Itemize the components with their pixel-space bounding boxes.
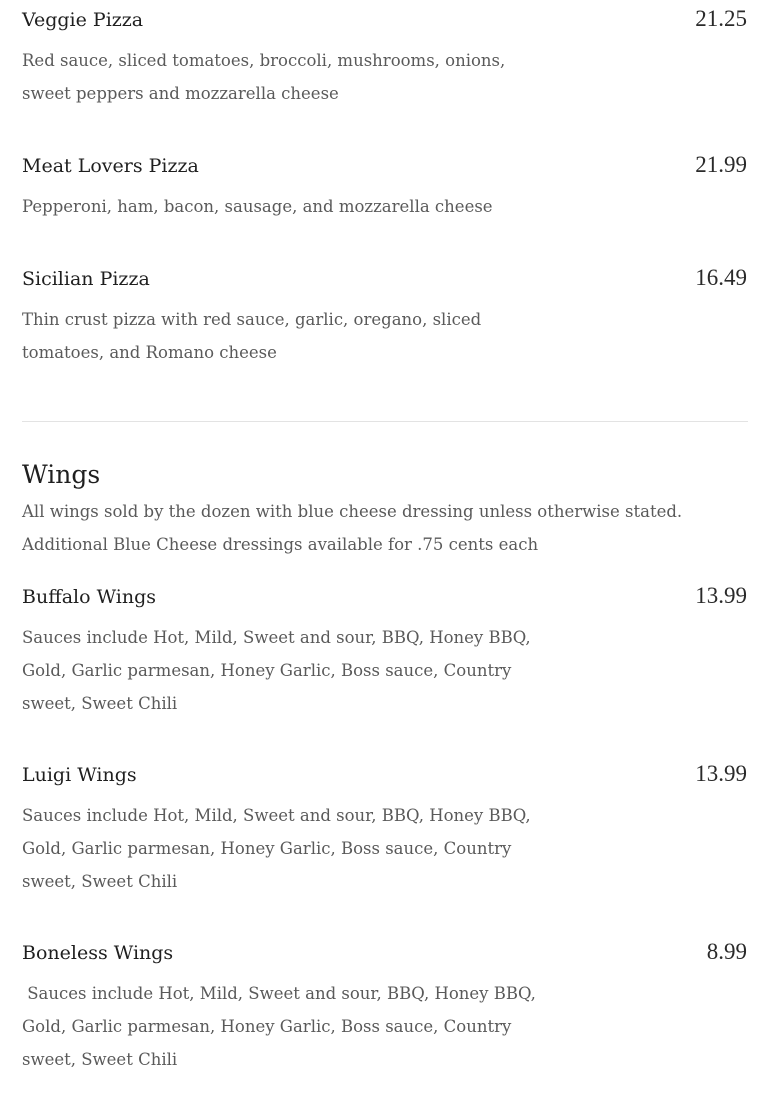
- section-divider: [22, 421, 748, 422]
- item-price: 16.49: [695, 265, 747, 290]
- section-note-line: Additional Blue Cheese dressings available for .75 cents each: [22, 534, 539, 554]
- section-note-line: All wings sold by the dozen with blue cheese dressing unless otherwise stated.: [22, 502, 683, 521]
- item-description: Red sauce, sliced tomatoes, broccoli, mushrooms, onions, sweet peppers and mozzarella cheese: [22, 51, 506, 103]
- section-note: [22, 496, 742, 562]
- item-price: 8.99: [706, 939, 747, 964]
- item-name: Luigi Wings: [22, 764, 137, 786]
- item-name: Buffalo Wings: [22, 586, 157, 608]
- item-description: Pepperoni, ham, bacon, sausage, and mozzarella cheese: [22, 197, 493, 216]
- item-description: Sauces include Hot, Mild, Sweet and sour, BBQ, Honey BBQ, Gold, Garlic parmesan, Honey Garlic, Boss sauce, Country sweet, Sweet Chili: [22, 984, 536, 1069]
- item-price: 13.99: [695, 583, 747, 608]
- item-price: 21.25: [695, 6, 747, 31]
- item-name: Veggie Pizza: [22, 9, 144, 31]
- item-name: Boneless Wings: [22, 942, 174, 964]
- item-price: 21.99: [695, 152, 747, 177]
- item-description: Thin crust pizza with red sauce, garlic, oregano, sliced tomatoes, and Romano cheese: [22, 310, 482, 362]
- item-price: 13.99: [695, 761, 747, 786]
- item-name: Sicilian Pizza: [22, 268, 150, 290]
- section-title: Wings: [22, 460, 101, 489]
- item-description: Sauces include Hot, Mild, Sweet and sour, BBQ, Honey BBQ, Gold, Garlic parmesan, Honey Garlic, Boss sauce, Country sweet, Sweet Chili: [22, 628, 531, 713]
- item-description: Sauces include Hot, Mild, Sweet and sour, BBQ, Honey BBQ, Gold, Garlic parmesan, Honey Garlic, Boss sauce, Country sweet, Sweet Chili: [22, 806, 531, 891]
- item-name: Meat Lovers Pizza: [22, 155, 199, 177]
